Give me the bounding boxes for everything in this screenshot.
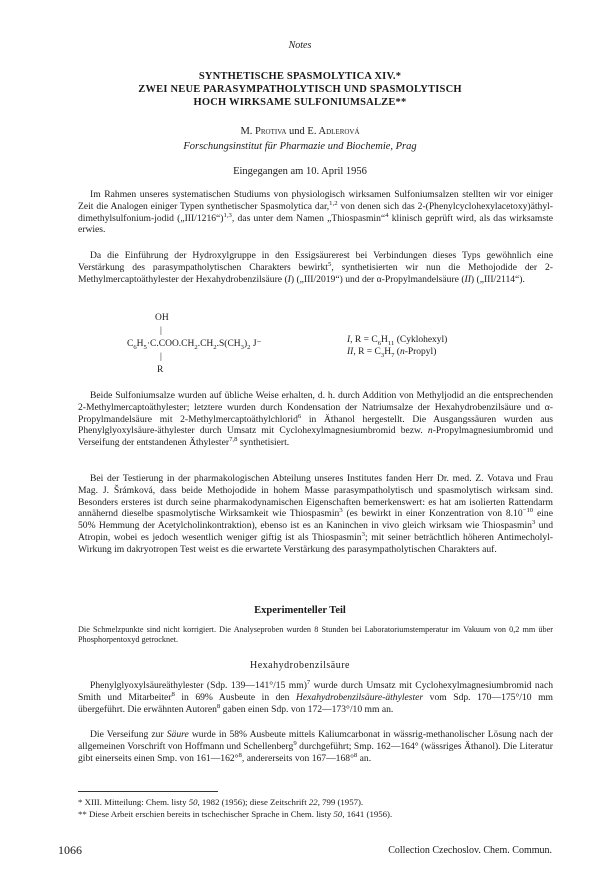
subsection-heading: Hexahydrobenzilsäure [250,660,350,671]
formula-oh: OH [155,313,169,323]
formula-definitions [347,334,447,358]
author-2: E. Adlerová [307,126,360,137]
intro-paragraph-2: Da die Einführung der Hydroxylgruppe in den Essigsäurerest bei Verbindungen dieses Typs gewöhnlich eine Verstärkung des parasympatholytischen Charakters bewirkt$^5$, synthetisierten wir nun die Methojodide der 2-Methylmercaptoäthylester der Hexahydrobenzilsäure (I) („III/2019“) und der α-Propylmandelsäure (II) („III/2114“). [78,250,553,285]
experimental-paragraph-2: Die Verseifung zur Säure wurde in 58% Ausbeute mittels Kaliumcarbonat in wässrig-methanolischer Lösung nach der allgemeinen Vorschrift von Hoffmann und Schellenberg$^9$ durchgeführt; Smp. 162—164° (wässriges Äthanol). Die Literatur gibt einerseits einen Smp. von 161—162°$^8$, andererseits von 167—168°$^8$ an. [78,729,553,764]
experimental-note: Die Schmelzpunkte sind nicht korrigiert. Die Analyseproben wurden 8 Stunden bei Laboratoriumstemperatur im Vakuum von 0,2 mm über Phosphorpentoxyd getrocknet. [78,625,553,644]
experimental-paragraph-1: Phenylglyoxylsäureäthylester (Sdp. 139—141°/15 mm)$^7$ wurde durch Umsatz mit Cyclohexylmagnesiumbromid nach Smith und Mitarbeiter$^8$ in 69% Ausbeute in den Hexahydrobenzilsäure-äthylester vom Sdp. 170—175°/10 mm übergeführt. Die erwähnten Autoren$^8$ gaben einen Sdp. von 172—173°/10 mm an. [78,678,553,715]
authors [0,126,600,137]
article-title [40,70,560,109]
body-paragraph-1: Beide Sulfoniumsalze wurden auf übliche Weise erhalten, d. h. durch Addition von Methyljodid an die entsprechenden 2-Methylmercaptoäthylester; letztere wurden durch Kondensation der Natriumsalze der Hexahydrobenzilsäure und α-Propylmandelsäure mit 2-Methylmercaptoäthylchlorid$^6$ in Äthanol hergestellt. Die Ausgangssäuren wurden aus Phenylglyoxylsäure-äthylester durch Umsatz mit Cyclohexylmagnesiumbromid bezw. n-Propylmagnesiumbromid und Verseifung der entstandenen Äthylester$^{7,8}$ synthetisiert. [78,390,553,449]
formula-bond-down: | [160,352,162,362]
definition-2: II, $R = C_3H_7$ (n-Propyl) [347,347,437,359]
footnote-rule [78,791,218,792]
intro-paragraph-1: Im Rahmen unseres systematischen Studiums von physiologisch wirksamen Sulfoniumsalzen stellten wir vor einiger Zeit die Analogen einiger Typen synthetischer Spasmolytica dar,$^{1,2}$ von denen sich das 2-(Phenylcyclohexylacetoxy)äthyl-dimethylsulfonium-jodid („III/1216“)$^{1,3}$, das unter dem Namen „Thiospasmin“$^4$ klinisch geprüft wird, als das wirksamste erwies. [78,189,553,236]
formula-r: R [157,365,164,375]
author-separator: und [286,126,308,137]
footnote-2: ** Diese Arbeit erschien bereits in tschechischer Sprache in Chem. listy 50, 1641 (1956). [78,809,393,819]
definition-1: I, $R = C_6H_{11}$ (Cyklohexyl) [347,335,448,347]
journal-name: Collection Czechoslov. Chem. Commun. [388,845,552,856]
title-line-2: ZWEI NEUE PARASYMPATHOLYTISCH UND SPASMOLYTISCH [138,84,462,95]
title-line-3: HOCH WIRKSAME SULFONIUMSALZE** [193,97,407,108]
section-heading: Experimenteller Teil [254,605,346,616]
footnote-1: * XIII. Mitteilung: Chem. listy 50, 1982 (1956); diese Zeitschrift 22, 799 (1957). [78,797,364,807]
received-date: Eingegangen am 10. April 1956 [233,166,367,177]
running-title: Notes [288,40,312,51]
page-number: 1066 [58,843,82,857]
author-1: M. Protiva [240,126,287,137]
body-paragraph-2: Bei der Testierung in der pharmakologischen Abteilung unseres Institutes fanden Herr Dr. med. Z. Votava und Frau Mag. J. Šrámková, dass beide Methojodide in hohem Masse parasympatholytisch und spasmolytisch wirksam sind. Besonders ersteres ist durch seine pharmakodynamischen Eigenschaften bemerkenswert: es hat am isolierten Rattendarm annähernd dieselbe spasmolytische Wirksamkeit wie Thiospasmin$^3$ (es bewirkt in einer Konzentration von $8.10^{-10}$ eine 50% Hemmung der Acetylcholinkontraktion), ebenso ist es an Kaninchen in vivo gleich wirksam wie Thiospasmin$^3$ und Atropin, wobei es jedoch wesentlich weniger giftig ist als Thiospasmin$^3$; mit seiner beträchtlich höheren Antimecholyl-Wirkung im dakryotropen Test weist es die erwartete Verstärkung des parasympatholytischen Charakters auf. [78,473,554,555]
formula-bond-up: | [160,326,162,336]
formula-main-chain: $C_6H_5\cdot C.COO.CH_2.CH_2.S(CH_3)_2$ J⁻ [127,339,262,351]
institute: Forschungsinstitut für Pharmazie und Biochemie, Prag [183,141,417,152]
title-line-1: SYNTHETISCHE SPASMOLYTICA XIV.* [198,71,402,82]
